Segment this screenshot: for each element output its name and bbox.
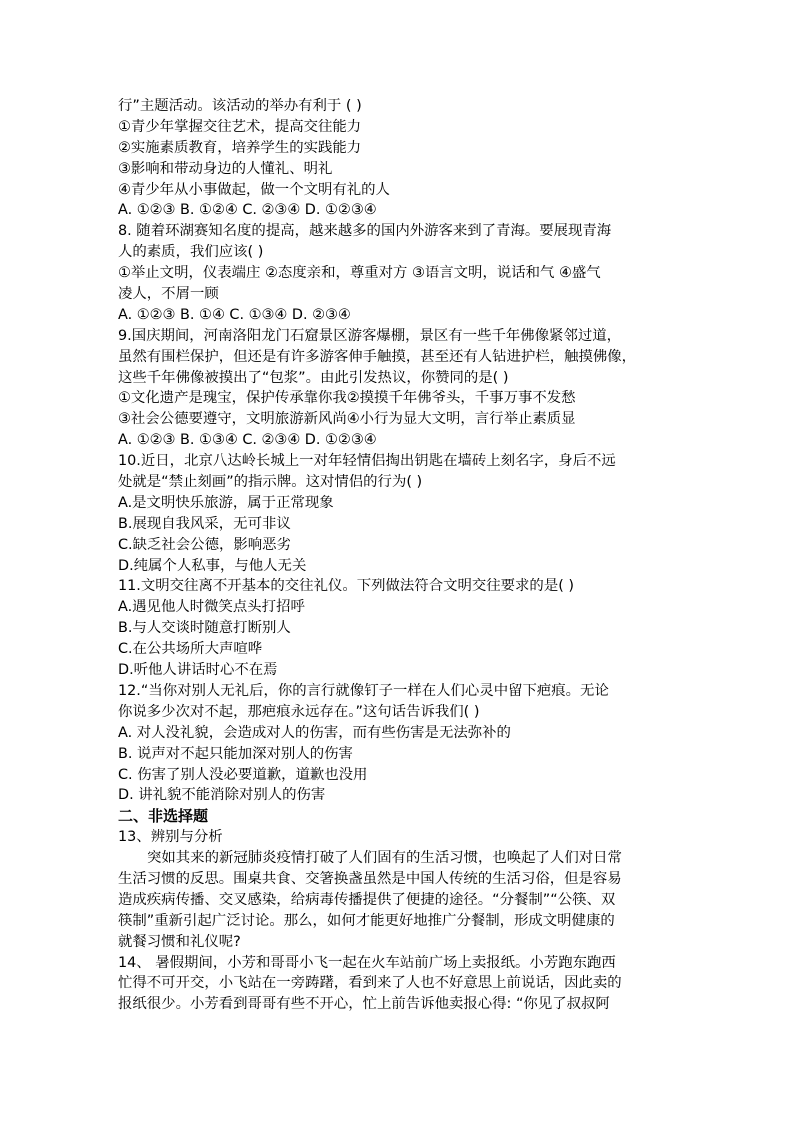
text-line: B.与人交谈时随意打断别人 (118, 620, 291, 637)
text-line: A. ①②③ B. ①④ C. ①③④ D. ②③④ (118, 306, 351, 323)
text-line: ①青少年掌握交往艺术，提高交往能力 (118, 118, 362, 135)
text-line: ③社会公德要遵守，文明旅游新风尚④小行为显大文明，言行举止素质显 (118, 411, 576, 428)
text-line: ②实施素质教育，培养学生的实践能力 (118, 139, 362, 156)
text-line: ④青少年从小事做起，做一个文明有礼的人 (118, 181, 390, 198)
text-line: A.遇见他人时微笑点头打招呼 (118, 599, 305, 616)
text-line: 造成疾病传播、交叉感染，给病毒传播提供了便捷的途径。“分餐制”“公筷、双 (118, 891, 616, 908)
text-line: ①文化遗产是瑰宝，保护传承靠你我②摸摸千年佛爷头，千事万事不发愁 (118, 390, 576, 407)
text-line: ①举止文明，仪表端庄 ②态度亲和，尊重对方 ③语言文明，说话和气 ④盛气 (118, 265, 601, 282)
text-line: 行”主题活动。该活动的举办有利于 ( ) (118, 98, 362, 114)
document-page (118, 96, 680, 1015)
text-line: A. ①②③ B. ①②④ C. ②③④ D. ①②③④ (118, 202, 377, 219)
text-line: 报纸很少。小芳看到哥哥有些不开心，忙上前告诉他卖报心得: “你见了叔叔阿 (118, 996, 610, 1013)
text-line: 突如其来的新冠肺炎疫情打破了人们固有的生活习惯，也唤起了人们对日常 (147, 850, 622, 867)
text-line: 忙得不可开交，小飞站在一旁踌躇，看到来了人也不好意思上前说话，因此卖的 (118, 975, 622, 992)
text-line: 凌人，不屑一顾 (118, 286, 219, 303)
text-line: 11.文明交往离不开基本的交往礼仪。下列做法符合文明交往要求的是( ) (118, 578, 575, 595)
text-line: 虽然有围栏保护，但还是有许多游客伸手触摸，甚至还有人钻进护栏，触摸佛像， (118, 348, 637, 365)
text-line: 12.“当你对别人无礼后，你的言行就像钉子一样在人们心灵中留下疤痕。无论 (118, 682, 609, 699)
text-line: A.是文明快乐旅游，属于正常现象 (118, 494, 334, 511)
text-line: 筷制”重新引起广泛讨论。那么，如何才能更好地推广分餐制，形成文明健康的 (118, 912, 615, 929)
text-line: 人的素质，我们应该( ) (118, 244, 264, 261)
text-line: 就餐习惯和礼仪呢? (118, 933, 241, 950)
text-line: 13、辨别与分析 (118, 829, 223, 846)
text-line: C. 伤害了别人没必要道歉，道歉也没用 (118, 766, 368, 783)
text-line: 10.近日，北京八达岭长城上一对年轻情侣掏出钥匙在墙砖上刻名字，身后不远 (118, 453, 616, 470)
text-line: D.纯属个人私事，与他人无关 (118, 557, 307, 574)
text-line: 你说多少次对不起，那疤痕永远存在。”这句话告诉我们( ) (118, 703, 480, 720)
section-heading: 二、非选择题 (118, 807, 209, 826)
text-line: 8. 随着环湖赛知名度的提高，越来越多的国内外游客来到了青海。要展现青海 (118, 223, 612, 240)
text-line: 9.国庆期间，河南洛阳龙门石窟景区游客爆棚，景区有一些千年佛像紧邻过道， (118, 327, 622, 344)
text-line: C.缺乏社会公德，影响恶劣 (118, 536, 291, 553)
text-line: B. 说声对不起只能加深对别人的伤害 (118, 745, 353, 762)
text-line: A. ①②③ B. ①③④ C. ②③④ D. ①②③④ (118, 432, 377, 449)
text-line: A. 对人没礼貌，会造成对人的伤害，而有些伤害是无法弥补的 (118, 724, 511, 741)
text-line: D.听他人讲话时心不在焉 (118, 662, 278, 679)
text-line: 处就是“禁止刻画”的指示牌。这对情侣的行为( ) (118, 474, 423, 491)
text-line: C.在公共场所大声喧哗 (118, 641, 263, 658)
text-line: ③影响和带动身边的人懂礼、明礼 (118, 160, 333, 177)
text-line: 生活习惯的反思。围桌共食、交箸换盏虽然是中国人传统的生活习俗，但是容易 (118, 870, 622, 887)
text-line: 14、 暑假期间，小芳和哥哥小飞一起在火车站前广场上卖报纸。小芳跑东跑西 (118, 954, 616, 971)
text-line: 这些千年佛像被摸出了“包浆”。由此引发热议，你赞同的是( ) (118, 369, 509, 386)
text-line: B.展现自我风采，无可非议 (118, 515, 291, 532)
text-line: D. 讲礼貌不能消除对别人的伤害 (118, 787, 326, 804)
